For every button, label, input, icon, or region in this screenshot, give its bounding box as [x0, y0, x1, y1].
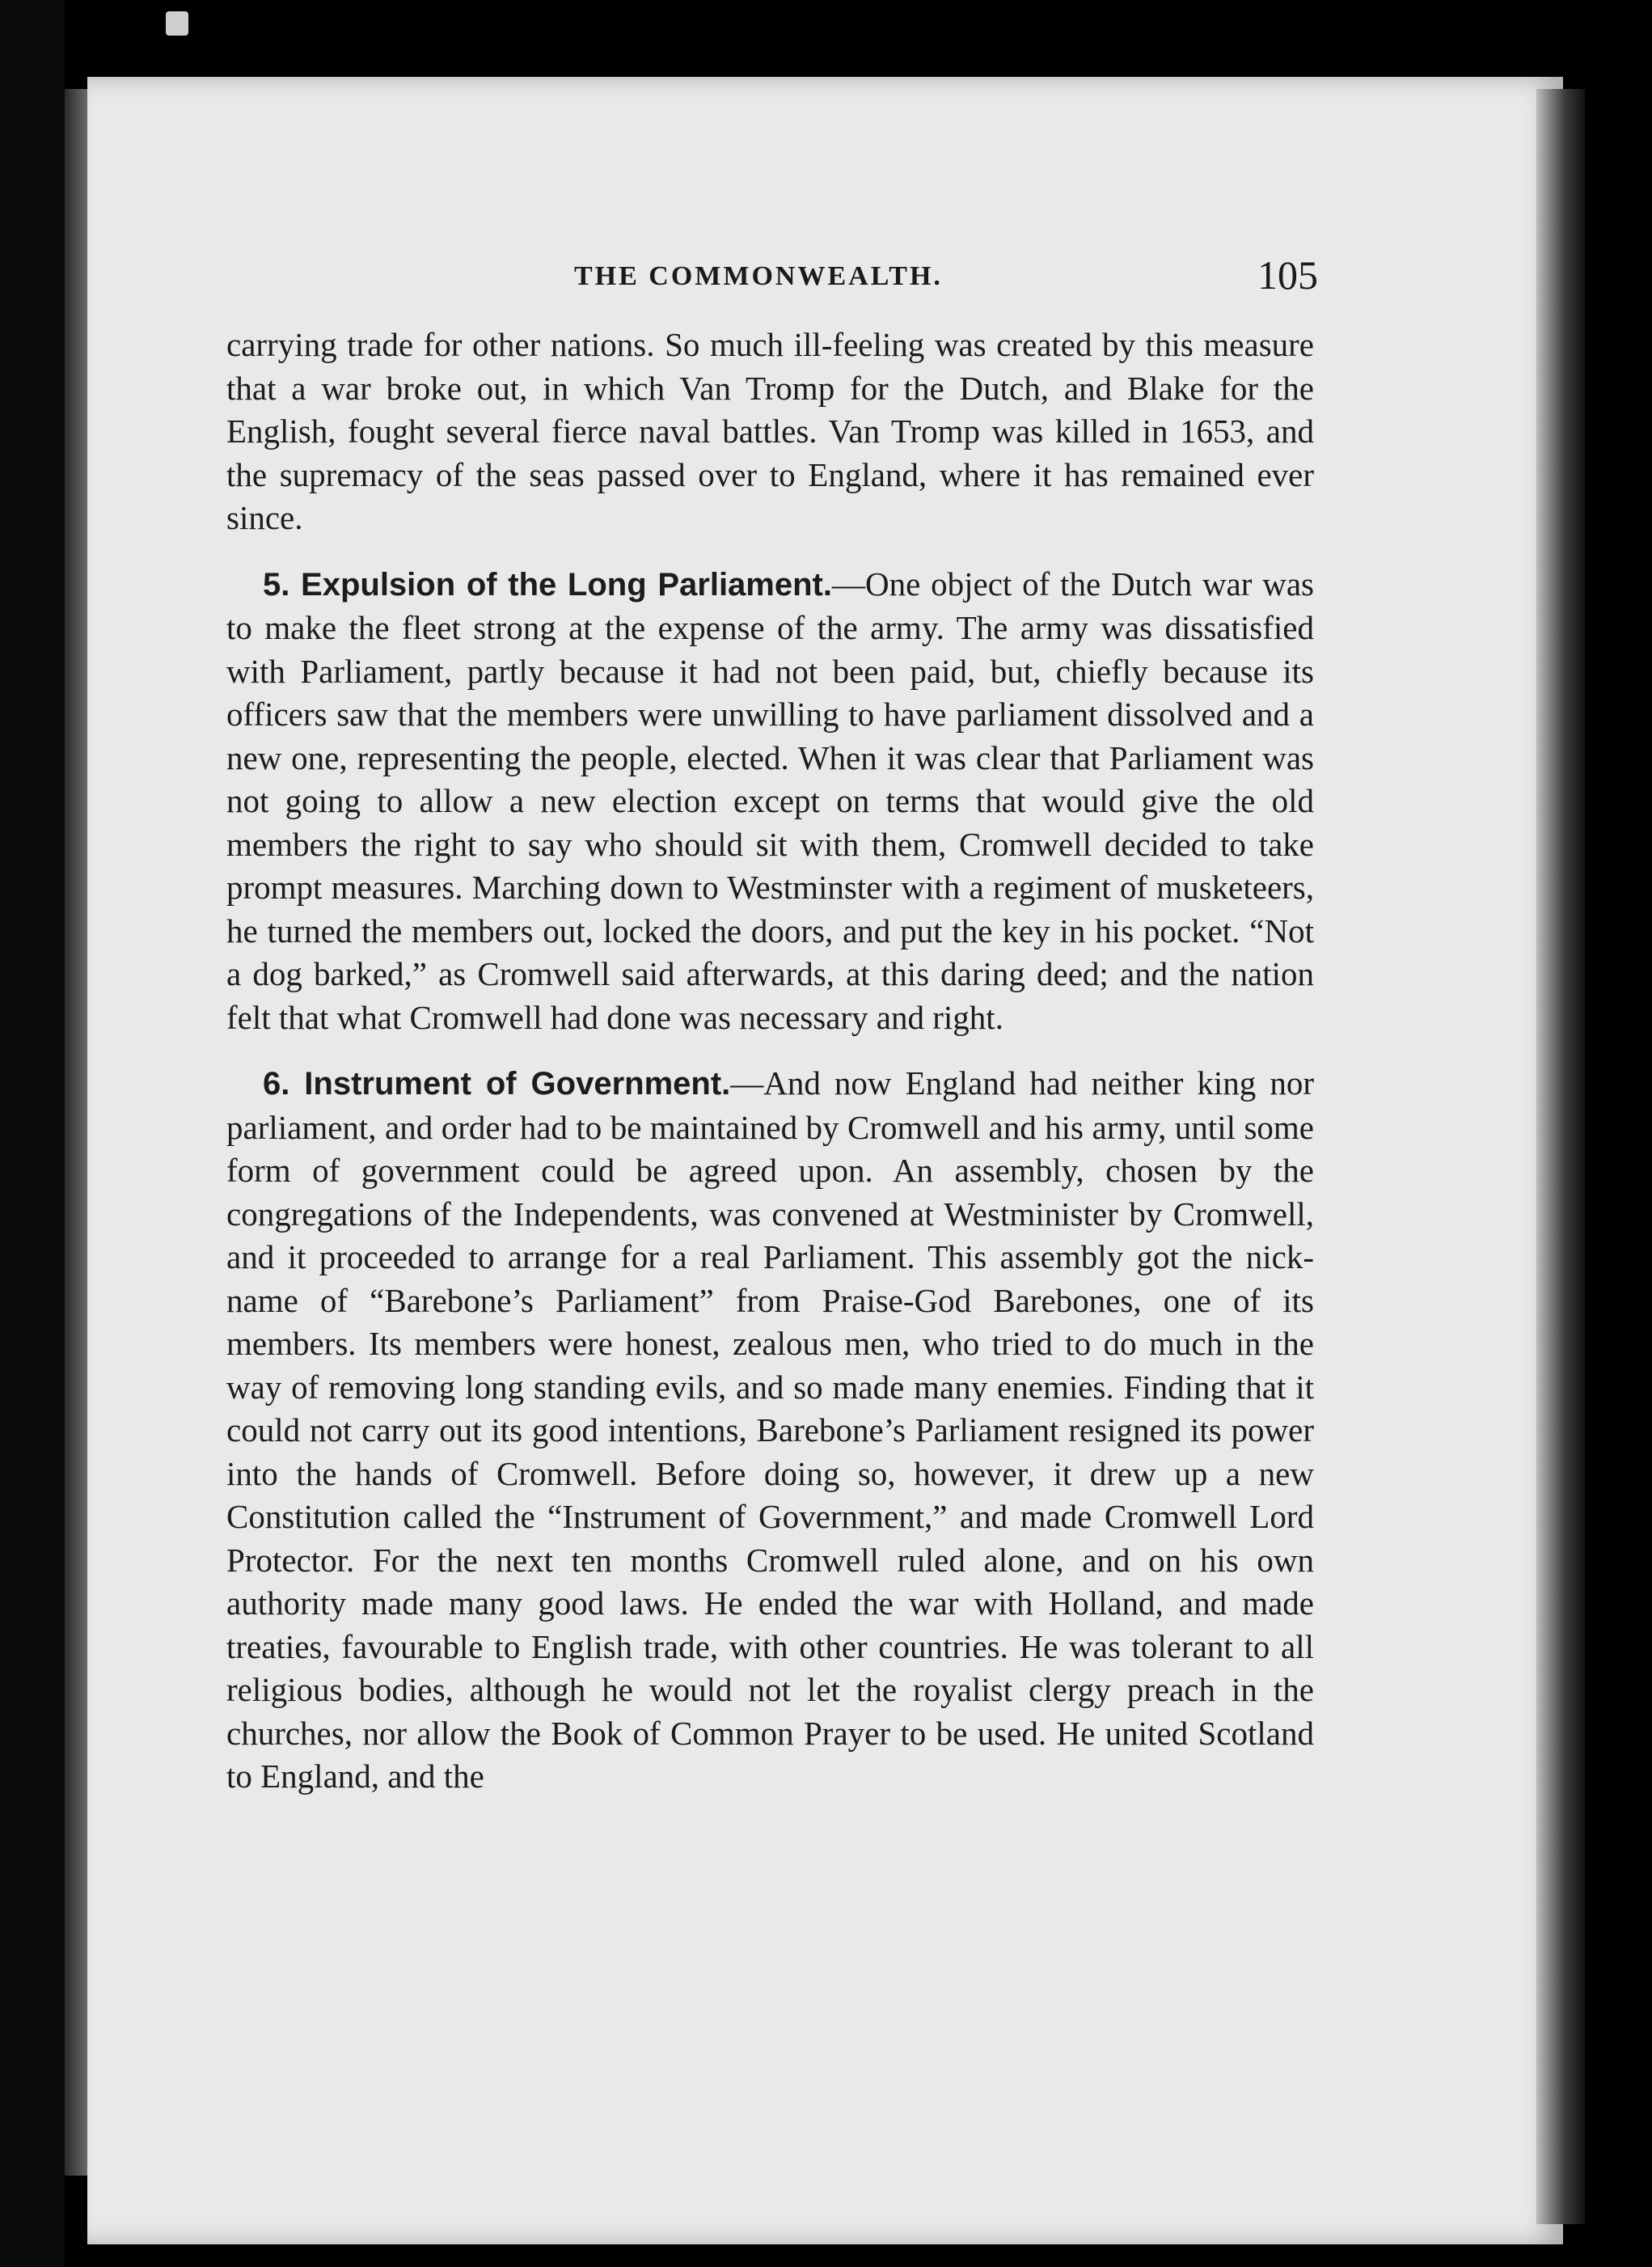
scan-artifact [166, 11, 188, 36]
running-title: THE COMMONWEALTH. [574, 261, 943, 291]
section-heading: 5. Expulsion of the Long Parliament. [263, 566, 832, 603]
page-gutter-shadow [65, 89, 89, 2176]
facing-page-edge [0, 0, 65, 2267]
running-header [234, 252, 1318, 303]
paragraph-section-5 [226, 563, 1314, 1040]
page-number: 105 [1257, 252, 1318, 298]
paragraph-section-6 [226, 1062, 1314, 1799]
paragraph-body: —And now England had neither king nor parliament, and order had to be maintained by Cromwell and his army, until some form of government could be agreed upon. An assembly, chosen by the congregations of the Independents, was convened at Westminister by Cromwell, and it proceeded to arrange for a real Parliament. This assembly got the nick-name of “Barebone’s Parliament” from Praise-God Barebones, one of its members. Its members were honest, zealous men, who tried to do much in the way of removing long standing evils, and so made many enemies. Finding that it could not carry out its good intentions, Barebone’s Parliament resigned its power into the hands of Cromwell. Before doing so, however, it drew up a new Constitution called the “Instrument of Government,” and made Cromwell Lord Protector. For the next ten months Cromwell ruled alone, and on his own authority made many good laws. He ended the war with Holland, and made treaties, favourable to English trade, with other countries. He was tolerant to all religious bodies, although he would not let the royalist clergy preach in the churches, nor allow the Book of Common Prayer to be used. He united Scotland to England, and the [226, 1064, 1314, 1795]
body-text [226, 324, 1314, 1821]
paragraph-body: carrying trade for other nations. So much ill-feeling was created by this measure that a war broke out, in which Van Tromp for the Dutch, and Blake for the English, fought several fierce naval battles. Van Tromp was killed in 1653, and the supremacy of the seas passed over to England, where it has remained ever since. [226, 326, 1314, 536]
section-heading: 6. Instrument of Government. [263, 1066, 731, 1102]
page-right-edge [1536, 89, 1585, 2224]
paragraph-continuation [226, 324, 1314, 540]
paragraph-body: —One object of the Dutch war was to make the fleet strong at the expense of the army. The army was dissatisfied with Parliament, partly because it had not been paid, but, chiefly because its officers saw that the members were unwilling to have parliament dissolved and a new one, representing the people, elected. When it was clear that Parliament was not going to allow a new election except on terms that would give the old members the right to say who should sit with them, Cromwell decided to take prompt measures. Marching down to Westminster with a regiment of musketeers, he turned the members out, locked the doors, and put the key in his pocket. “Not a dog barked,” as Cromwell said afterwards, at this daring deed; and the nation felt that what Cromwell had done was necessary and right. [226, 565, 1314, 1036]
